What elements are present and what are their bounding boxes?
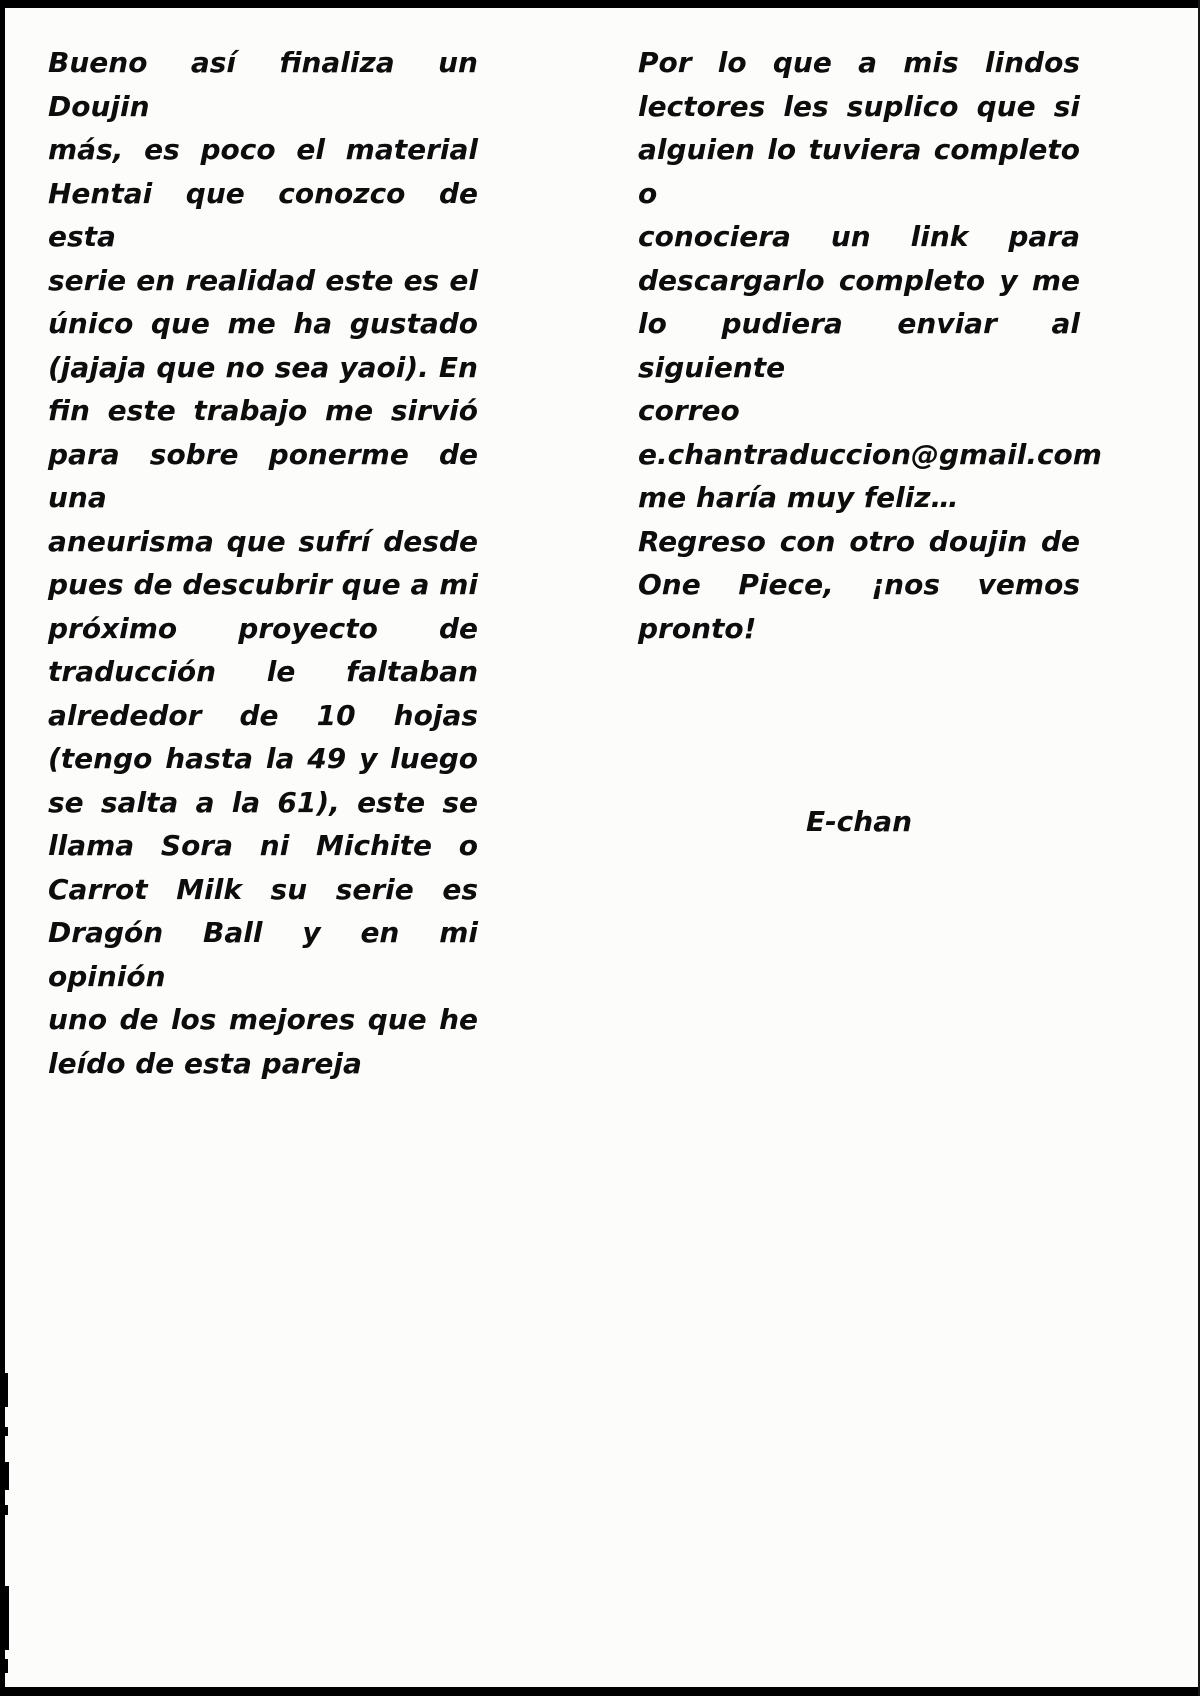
text-line: alguien lo tuviera completo o (638, 133, 1080, 210)
text-line: se salta a la 61), este se (48, 785, 478, 819)
text-line: uno de los mejores que he (48, 1003, 478, 1036)
author-signature: E-chan (805, 805, 913, 838)
text-line: traducción le faltaban (48, 655, 478, 688)
right-text-column (638, 41, 1102, 844)
scan-border-bottom (0, 1687, 1200, 1696)
text-line: (tengo hasta la 49 y luego (48, 742, 478, 775)
text-line: (jajaja que no sea yaoi). En (48, 350, 478, 384)
text-line: conociera un link para (638, 220, 1080, 253)
scan-artifact (3, 1427, 8, 1436)
text-line: próximo proyecto de (48, 611, 478, 645)
text-line: lectores les suplico que si (638, 89, 1080, 123)
text-line: One Piece, ¡nos vemos (638, 568, 1080, 601)
text-line: aneurisma que sufrí desde (48, 524, 478, 558)
text-line: Hentai que conozco de esta (48, 176, 478, 253)
text-line: descargarlo completo y me (638, 263, 1080, 297)
text-line: leído de esta pareja (48, 1046, 362, 1080)
text-line: llama Sora ni Michite o (48, 829, 478, 862)
text-line: alrededor de 10 hojas (48, 698, 478, 732)
text-line: pues de descubrir que a mi (48, 568, 478, 601)
text-line: Carrot Milk su serie es (48, 872, 478, 906)
text-line: Bueno así finaliza un Doujin (48, 46, 478, 123)
text-line: más, es poco el material (48, 133, 478, 166)
text-line: único que me ha gustado (48, 307, 478, 340)
scan-artifact (3, 1586, 9, 1650)
text-line: lo pudiera enviar al siguiente (638, 307, 1080, 384)
scan-border-left (0, 0, 5, 1696)
scan-border-top (0, 0, 1200, 8)
scan-artifact (3, 1462, 9, 1490)
scan-artifact (3, 1373, 8, 1407)
email-text-line: e.chantraduccion@gmail.com (638, 437, 1102, 471)
text-line: fin este trabajo me sirvió (48, 394, 478, 427)
left-text-column (48, 41, 478, 1085)
text-line: pronto! (638, 611, 757, 645)
text-line: correo (638, 394, 740, 427)
text-line: para sobre ponerme de una (48, 437, 478, 514)
text-line: Por lo que a mis lindos (638, 46, 1080, 79)
scan-artifact (3, 1505, 8, 1515)
text-line: Dragón Ball y en mi opinión (48, 916, 478, 993)
text-line: Regreso con otro doujin de (638, 524, 1080, 558)
text-line: serie en realidad este es el (48, 263, 478, 297)
scan-artifact (3, 1659, 8, 1673)
text-line: me haría muy feliz… (638, 481, 959, 514)
